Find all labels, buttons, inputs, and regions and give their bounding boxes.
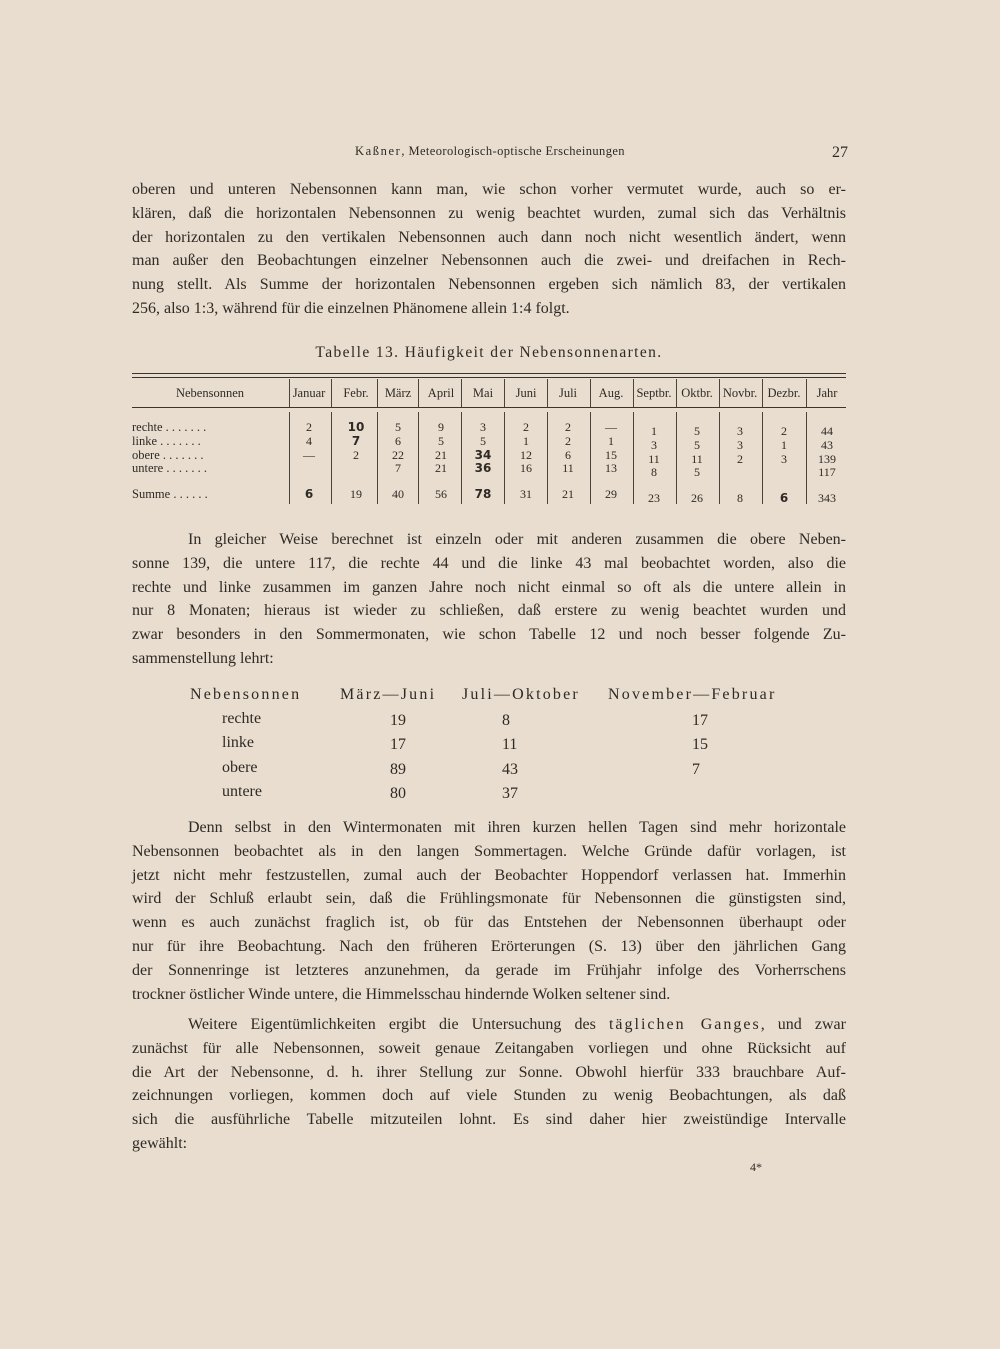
- table-cell: 2: [523, 420, 529, 434]
- table-cell: 117: [818, 465, 836, 479]
- table-top-rule-2: [132, 377, 846, 378]
- column-divider: [504, 412, 505, 504]
- sum-cell: 40: [392, 487, 404, 501]
- table-cell: 139: [818, 452, 836, 466]
- summary-header-juli-oktober: Juli—Oktober: [462, 686, 580, 703]
- column-header: Juli: [558, 386, 578, 400]
- table-cell: 2: [306, 420, 312, 434]
- paragraph-2: [132, 528, 846, 671]
- table-cell: 2: [353, 448, 359, 462]
- summary-cell: 37: [502, 785, 518, 802]
- summary-cell: 8: [502, 712, 510, 729]
- column-header: Januar: [292, 386, 326, 400]
- paragraph-4: [132, 1013, 846, 1156]
- table-cell: 7: [395, 461, 401, 475]
- column-divider: [377, 379, 378, 407]
- table-cell: 1: [781, 438, 787, 452]
- summary-row-label: untere: [222, 783, 262, 800]
- table-cell: 16: [520, 461, 532, 475]
- column-header-nebensonnen: Nebensonnen: [175, 386, 245, 400]
- column-divider: [762, 379, 763, 407]
- column-divider: [418, 379, 419, 407]
- column-header: Aug.: [598, 386, 624, 400]
- column-divider: [289, 379, 290, 407]
- summary-cell: 89: [390, 761, 406, 778]
- sum-cell: 19: [350, 487, 362, 501]
- column-header: April: [427, 386, 455, 400]
- table-cell: 34: [474, 448, 492, 462]
- emphasis-spaced: täglichen Ganges: [608, 1016, 761, 1033]
- summary-header-maerz-juni: März—Juni: [340, 686, 437, 703]
- table-cell: 44: [821, 424, 833, 438]
- column-header: Septbr.: [636, 386, 672, 400]
- table-cell: 10: [347, 420, 365, 434]
- sum-row-label: Summe . . . . . .: [132, 487, 208, 501]
- column-header: Juni: [515, 386, 537, 400]
- table-cell: 11: [691, 452, 703, 466]
- column-header: Oktbr.: [681, 386, 713, 400]
- text-line: zwar besonders in den Sommermonaten, wie schon Tabelle 12 und noch besser folgende Zu-: [132, 626, 846, 644]
- text-line: [132, 1013, 846, 1037]
- column-divider: [676, 379, 677, 407]
- summary-cell: 17: [390, 736, 406, 753]
- summary-cell: 19: [390, 712, 406, 729]
- running-header: [132, 144, 848, 164]
- paragraph-3: [132, 816, 846, 1006]
- sum-cell: 23: [648, 491, 660, 505]
- text-line: sammenstellung lehrt:: [132, 649, 274, 667]
- table-cell: 2: [737, 452, 743, 466]
- text-line: Nebensonnen beobachtet als in den langen Sommertagen. Welche Gründe dafür vorlagen, ist: [132, 842, 846, 860]
- header-title: , Meteorologisch-optische Erscheinungen: [401, 144, 625, 158]
- summary-cell: 15: [692, 736, 708, 753]
- signature-mark: 4*: [750, 1160, 762, 1174]
- table-cell: 2: [781, 424, 787, 438]
- table-cell: 5: [480, 434, 486, 448]
- table-cell: 2: [565, 420, 571, 434]
- column-divider: [331, 412, 332, 504]
- text-line: sich die ausführliche Tabelle mitzuteilen lohnt. Es sind daher hier zweistündige Intervalle: [132, 1111, 846, 1129]
- column-header: Jahr: [816, 386, 838, 400]
- column-divider: [762, 412, 763, 504]
- sum-cell: 6: [304, 487, 314, 501]
- table-row-label: untere . . . . . . .: [132, 461, 207, 475]
- column-header: Novbr.: [722, 386, 758, 400]
- running-title: [132, 144, 848, 159]
- table-cell: 6: [395, 434, 401, 448]
- table-cell: 1: [523, 434, 529, 448]
- text-line: nur für ihre Beobachtung. Nach den früheren Erörterungen (S. 13) über den jährlichen Gang: [132, 937, 846, 955]
- table-cell: —: [303, 448, 315, 462]
- text-line: klären, daß die horizontalen Nebensonnen zu wenig beachtet wurden, zumal sich das Verhältnis: [132, 204, 846, 222]
- table-cell: 5: [694, 465, 700, 479]
- column-divider: [504, 379, 505, 407]
- text-line: man außer den Beobachtungen einzelner Nebensonnen auch die zwei- und dreifachen in Rech-: [132, 252, 846, 270]
- summary-cell: 7: [692, 761, 700, 778]
- table-row-label: obere . . . . . . .: [132, 448, 204, 462]
- table-cell: 13: [605, 461, 617, 475]
- text-line: rechte und linke zusammen im ganzen Jahre noch nicht einmal so oft als die untere allein in: [132, 578, 846, 596]
- column-divider: [418, 412, 419, 504]
- table-cell: 3: [480, 420, 486, 434]
- table-cell: 43: [821, 438, 833, 452]
- text-line: nung stellt. Als Summe der horizontalen Nebensonnen ergeben sich nämlich 83, der vertikalen: [132, 276, 846, 294]
- table-cell: 12: [520, 448, 532, 462]
- text-line: Denn selbst in den Wintermonaten mit ihren kurzen hellen Tagen sind mehr horizontale: [188, 819, 846, 836]
- text-line: zeichnungen vorliegen, kommen doch auf viele Stunden zu wenig Beobachtungen, als daß: [132, 1087, 846, 1105]
- text-line: sonne 139, die untere 117, die rechte 44 und die linke 43 mal beobachtet worden, also die: [132, 554, 846, 572]
- text-line: In gleicher Weise berechnet ist einzeln oder mit anderen zusammen die obere Neben-: [188, 531, 846, 548]
- column-divider: [461, 379, 462, 407]
- table-cell: 15: [605, 448, 617, 462]
- table-cell: 5: [395, 420, 401, 434]
- column-header: Febr.: [343, 386, 369, 400]
- sum-cell: 29: [605, 487, 617, 501]
- table-row-label: rechte . . . . . . .: [132, 420, 207, 434]
- table-cell: 6: [565, 448, 571, 462]
- text-segment: , und zwar: [760, 1016, 846, 1033]
- table-cell: —: [605, 420, 617, 434]
- table-cell: 5: [438, 434, 444, 448]
- table-cell: 11: [648, 452, 660, 466]
- table-cell: 3: [737, 438, 743, 452]
- sum-cell: 21: [562, 487, 574, 501]
- text-line: nur 8 Monaten; hieraus ist wieder zu schließen, daß erstere zu wenig beachtet wurden und: [132, 602, 846, 620]
- text-line: 256, also 1:3, während für die einzelnen Phänomene allein 1:4 folgt.: [132, 299, 570, 317]
- summary-cell: 17: [692, 712, 708, 729]
- table-header-rule: [132, 407, 846, 408]
- column-divider: [331, 379, 332, 407]
- summary-header-nebensonnen: Nebensonnen: [190, 686, 302, 703]
- table-cell: 5: [694, 424, 700, 438]
- table-cell: 9: [438, 420, 444, 434]
- text-line: zunächst für alle Nebensonnen, soweit genaue Zeitangaben vorliegen und ohne Rücksicht auf: [132, 1039, 846, 1057]
- column-divider: [461, 412, 462, 504]
- summary-row-label: linke: [222, 734, 254, 751]
- table-cell: 2: [565, 434, 571, 448]
- table-row-label: linke . . . . . . .: [132, 434, 201, 448]
- column-header: Dezbr.: [767, 386, 801, 400]
- text-line: wenn es auch zunächst fraglich ist, ob für das Entstehen der Nebensonnen überhaupt oder: [132, 914, 846, 932]
- sum-cell: 8: [737, 491, 743, 505]
- summary-header-november-februar: November—Februar: [608, 686, 777, 703]
- text-line: die Art der Nebensonne, d. h. ihrer Stellung zur Sonne. Obwohl hierfür 333 brauchbare Auf-: [132, 1063, 846, 1081]
- column-header: März: [384, 386, 412, 400]
- text-line: der Sonnenringe ist letzteres anzunehmen, da gerade im Frühjahr infolge des Vorherrschens: [132, 961, 846, 979]
- table-cell: 7: [351, 434, 361, 448]
- text-line: der horizontalen zu den vertikalen Nebensonnen auch dann noch nicht wesentlich ändert, wenn: [132, 228, 846, 246]
- text-line: jetzt nicht mehr festzustellen, zumal auch der Beobachter Hoppendorf verlassen hat. Immerhin: [132, 866, 846, 884]
- table-cell: 11: [562, 461, 574, 475]
- summary-cell: 11: [502, 736, 518, 753]
- text-line: oberen und unteren Nebensonnen kann man, wie schon vorher vermutet wurde, auch so er-: [132, 181, 846, 198]
- table-top-rule: [132, 373, 846, 374]
- table-cell: 21: [435, 461, 447, 475]
- column-divider: [547, 379, 548, 407]
- sum-cell: 78: [474, 487, 492, 501]
- sum-cell: 31: [520, 487, 532, 501]
- text-segment: Weitere Eigentümlichkeiten ergibt die Untersuchung des: [188, 1016, 609, 1033]
- text-line: trockner östlicher Winde untere, die Himmelsschau hindernde Wolken seltener sind.: [132, 985, 671, 1003]
- sum-cell: 343: [818, 491, 836, 505]
- page-number: 27: [832, 144, 848, 161]
- column-divider: [719, 379, 720, 407]
- summary-row-label: rechte: [222, 710, 262, 727]
- column-divider: [633, 379, 634, 407]
- sum-cell: 26: [691, 491, 703, 505]
- column-divider: [590, 379, 591, 407]
- text-line: gewählt:: [132, 1134, 188, 1152]
- table-cell: 22: [392, 448, 404, 462]
- summary-cell: 80: [390, 785, 406, 802]
- table-cell: 3: [781, 452, 787, 466]
- column-header: Mai: [472, 386, 494, 400]
- summary-cell: 43: [502, 761, 518, 778]
- paragraph-1: [132, 178, 846, 321]
- table-cell: 1: [651, 424, 657, 438]
- summary-row-label: obere: [222, 759, 258, 776]
- table-cell: 8: [651, 465, 657, 479]
- column-divider: [806, 379, 807, 407]
- table-cell: 4: [306, 434, 312, 448]
- text-line: wird der Schluß erlaubt sein, daß die Frühlingsmonate für Nebensonnen die günstigsten sind,: [132, 890, 846, 908]
- table-cell: 5: [694, 438, 700, 452]
- sum-cell: 6: [779, 491, 789, 505]
- sum-cell: 56: [435, 487, 447, 501]
- table-cell: 21: [435, 448, 447, 462]
- table-cell: 3: [737, 424, 743, 438]
- table-caption: Tabelle 13. Häufigkeit der Nebensonnenarten.: [315, 344, 663, 361]
- header-author: Kaßner: [355, 144, 402, 158]
- table-cell: 36: [474, 461, 492, 475]
- table-cell: 1: [608, 434, 614, 448]
- table-cell: 3: [651, 438, 657, 452]
